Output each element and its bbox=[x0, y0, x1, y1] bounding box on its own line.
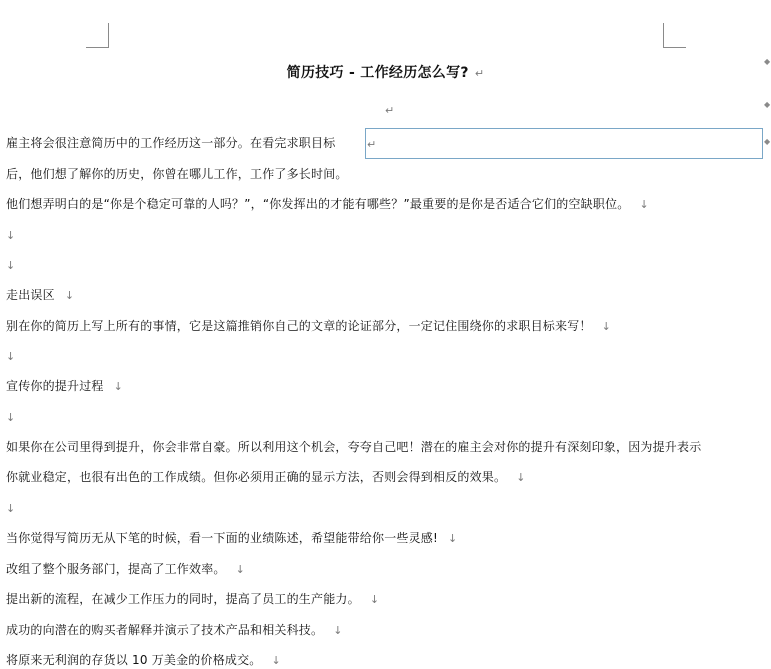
line-break-icon: ↓ bbox=[448, 532, 458, 545]
paragraph-mark-icon: ↵ bbox=[367, 138, 377, 151]
line-break-icon: ↓ bbox=[369, 593, 380, 606]
body-line[interactable] bbox=[6, 530, 457, 547]
line-text: 宣传你的提升过程 bbox=[6, 379, 104, 393]
body-line[interactable] bbox=[6, 439, 701, 455]
line-break-icon: ↓ bbox=[639, 198, 649, 211]
line-break-icon: ↓ bbox=[516, 471, 526, 484]
body-line[interactable] bbox=[6, 135, 335, 151]
anchor-marker-icon: ◆ bbox=[764, 57, 771, 66]
line-break-icon: ↓ bbox=[6, 502, 16, 515]
line-text: 走出误区 bbox=[6, 288, 55, 302]
line-text: 改组了整个服务部门，提高了工作效率。 bbox=[6, 562, 226, 576]
line-break-icon: ↓ bbox=[271, 654, 281, 667]
body-line[interactable] bbox=[6, 318, 611, 335]
empty-line[interactable] bbox=[6, 500, 15, 517]
body-line[interactable] bbox=[6, 469, 526, 486]
body-line[interactable] bbox=[6, 166, 348, 182]
anchor-marker-icon: ◆ bbox=[764, 137, 771, 146]
title-text: 简历技巧 - 工作经历怎么写? bbox=[286, 65, 469, 81]
line-text: 将原来无利润的存货以 10 万美金的价格成交。 bbox=[6, 653, 262, 667]
line-break-icon: ↓ bbox=[113, 380, 124, 393]
paragraph-mark-icon: ↵ bbox=[385, 104, 395, 117]
line-break-icon: ↓ bbox=[235, 563, 246, 576]
crop-mark-top-right bbox=[663, 23, 686, 48]
line-text: 雇主将会很注意简历中的工作经历这一部分。在看完求职目标 bbox=[6, 136, 336, 150]
line-text: 当你觉得写简历无从下笔的时候，看一下面的业绩陈述，希望能带给你一些灵感! bbox=[6, 531, 439, 545]
document-title[interactable] bbox=[0, 62, 771, 82]
body-line[interactable] bbox=[6, 652, 281, 669]
line-text: 别在你的简历上写上所有的事情，它是这篇推销你自己的文章的论证部分，一定记住围绕你的求职目标来写！ bbox=[6, 319, 592, 333]
section-heading[interactable] bbox=[6, 287, 74, 304]
line-text: 他们想弄明白的是“你是个稳定可靠的人吗？”，“你发挥出的才能有哪些？”最重要的是你是否适合它们的空缺职位。 bbox=[6, 197, 630, 211]
empty-line[interactable] bbox=[6, 348, 15, 365]
paragraph-mark-icon: ↵ bbox=[474, 67, 485, 80]
crop-mark-top-left bbox=[86, 23, 109, 48]
line-break-icon: ↓ bbox=[601, 320, 612, 333]
line-text: 成功的向潜在的购买者解释并演示了技术产品和相关科技。 bbox=[6, 623, 324, 637]
line-break-icon: ↓ bbox=[6, 350, 16, 363]
line-break-icon: ↓ bbox=[6, 229, 16, 242]
line-text: 如果你在公司里得到提升，你会非常自豪。所以利用这个机会，夸夸自己吧！潜在的雇主会对你的提升有深刻印象，因为提升表示 bbox=[6, 440, 702, 454]
line-text: 提出新的流程，在减少工作压力的同时，提高了员工的生产能力。 bbox=[6, 592, 360, 606]
text-box[interactable] bbox=[365, 128, 763, 159]
section-heading[interactable] bbox=[6, 378, 123, 395]
anchor-marker-icon: ◆ bbox=[764, 100, 771, 109]
line-break-icon: ↓ bbox=[64, 289, 75, 302]
line-break-icon: ↓ bbox=[6, 411, 16, 424]
body-line[interactable] bbox=[6, 622, 343, 639]
empty-line[interactable] bbox=[6, 257, 15, 274]
empty-line[interactable] bbox=[6, 409, 15, 426]
line-break-icon: ↓ bbox=[333, 624, 343, 637]
line-break-icon: ↓ bbox=[6, 259, 16, 272]
empty-line[interactable] bbox=[6, 227, 15, 244]
line-text: 后，他们想了解你的历史，你曾在哪儿工作，工作了多长时间。 bbox=[6, 167, 348, 181]
body-line[interactable] bbox=[6, 196, 649, 213]
line-text: 你就业稳定，也很有出色的工作成绩。但你必须用正确的显示方法，否则会得到相反的效果。 bbox=[6, 470, 507, 484]
body-line[interactable] bbox=[6, 591, 379, 608]
body-line[interactable] bbox=[6, 561, 245, 578]
